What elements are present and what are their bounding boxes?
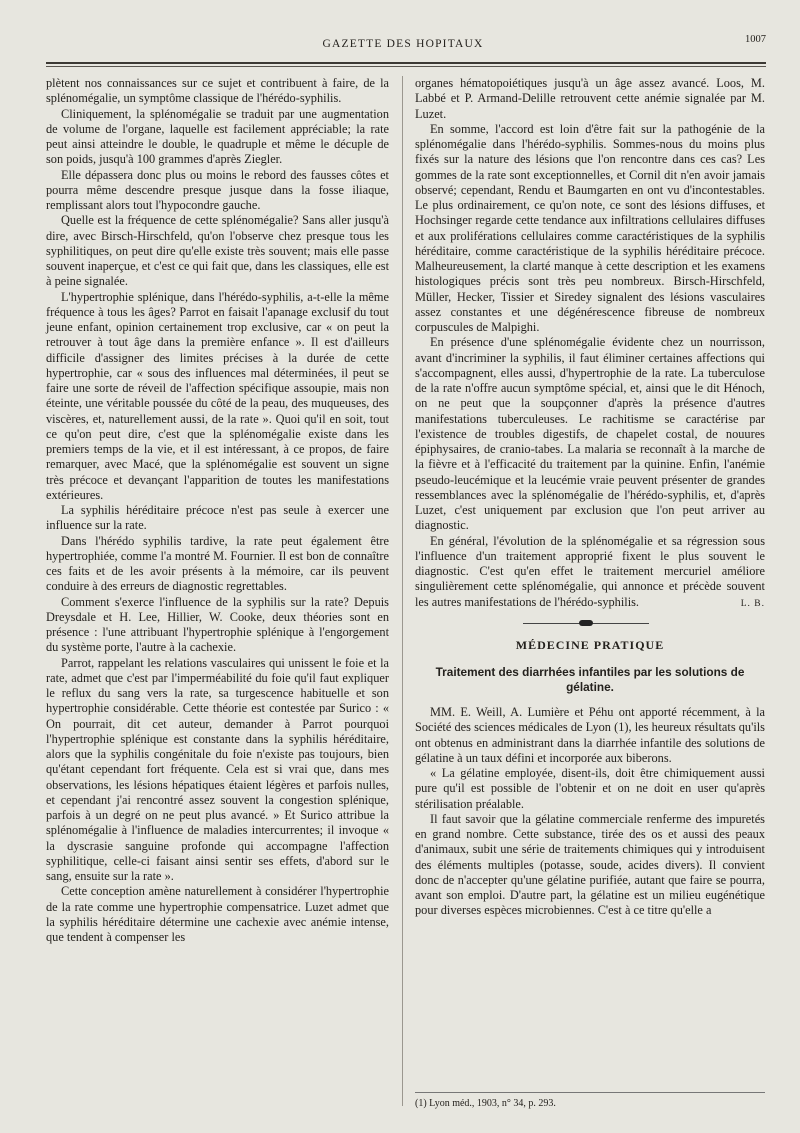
page-number: 1007 (745, 34, 766, 45)
paragraph: Elle dépassera donc plus ou moins le rebord des fausses côtes et pourra même descendre presque jusque dans la fosse iliaque, remplissant alors tout l'hypocondre gauche. (46, 167, 389, 212)
footnote-rule (415, 1092, 765, 1093)
paragraph: Parrot, rappelant les relations vasculaires qui unissent le foie et la rate, admet que c'est par l'imperméabilité du foie qu'il faut expliquer le reflux du sang vers la rate, sa turgescence habituelle et son hypertrophie considérable. Cette théorie est contestée par Surico : « On pourrait, dit cet auteur, demander à Parrot pourquoi l'hypertrophie splénique est constante dans la syphilis héréditaire, alors que la syphilis congénitale du foie n'existe pas toujours, bien qu'étant cependant fort fréquente. Cela est si vrai que, dans mes observations, les lésions hépatiques étaient légères et parfois nulles, et cependant j'ai rencontré assez souvent la congestion splénique, parfois à un degré on ne peut plus avancé. » Et Surico attribue la splénomégalie à l'influence de maladies intercurrentes; il invoque « la dyscrasie sanguine profonde qui accompagne l'affection syphilitique, celle-ci faisant ainsi sentir ses effets, d'abord sur le sang, ensuite sur la rate ». (46, 655, 389, 883)
running-title: GAZETTE DES HOPITAUX (322, 38, 484, 50)
paragraph: La syphilis héréditaire précoce n'est pas seule à exercer une influence sur la rate. (46, 503, 389, 533)
paragraph: Quelle est la fréquence de cette splénomégalie? Sans aller jusqu'à dire, avec Birsch-Hirschfeld, qu'on l'observe chez presque tous les syphilitiques, on peut dire qu'elle existe très souvent; mais elle passe souvent inaperçue, et c'est ce qui fait que, dans les classiques, elle est à peine signalée. (46, 213, 389, 289)
column-divider (402, 76, 403, 1106)
paragraph (415, 534, 765, 610)
paragraph: L'hypertrophie splénique, dans l'hérédo-syphilis, a-t-elle la même fréquence à tous les âges? Parrot en faisait l'apanage exclusif du tout jeune enfant, opinion certainement trop exclusive, car « on peut la retrouver à tout âge dans la première enfance ». Il est d'ailleurs difficile d'assigner des limites précises à la durée de cette hypertrophie, car « sous des influences mal déterminées, il peut se faire une sorte de réveil de l'affection spécifique assoupie, mais non éteinte, une véritable poussée du côté de la peau, des muqueuses, des viscères, et, naturellement aussi, de la rate ». Quoi qu'il en soit, tout ce qu'on peut dire, c'est que la splénomégalie existe dans les premiers temps de la vie, et il est intéressant, à ce propos, de faire remarquer, avec Macé, que la splénomégalie est souvent un signe très précoce et devançant l'apparition de toutes les manifestations extérieures. (46, 289, 389, 502)
paragraph: En présence d'une splénomégalie évidente chez un nourrisson, avant d'incriminer la syphilis, il faut éliminer certaines affections qui s'accompagnent, elles aussi, d'hypertrophie de la rate. La tuberculose de la rate n'offre aucun symptôme spécial, et, ainsi que le dit Hénoch, on ne peut que la soupçonner d'après la présence d'autres manifestations tuberculeuses. Le rachitisme se caractérise par l'existence de troubles digestifs, de chapelet costal, de nouures épiphysaires, de cranio-tabes. La malaria se reconnaît à la marche de la fièvre et à l'efficacité du traitement par la quinine. Enfin, l'anémie pseudo-leucémique et la leucémie vraie peuvent présenter de grandes ressemblances avec la splénomégalie de l'hérédo-syphilis, et, d'après Luzet, c'est uniquement par exclusion que l'on peut arriver au diagnostic. (415, 335, 765, 533)
article-title: Traitement des diarrhées infantiles par les solutions de gélatine. (435, 665, 745, 694)
section-ornament (415, 620, 765, 626)
left-column (46, 76, 389, 945)
paragraph: Comment s'exerce l'influence de la syphilis sur la rate? Depuis Dreysdale et H. Lee, Hillier, W. Cooke, deux théories sont en présence : l'une attribuant l'hypertrophie splénique à l'engorgement du système porte, l'autre à la cachexie. (46, 594, 389, 655)
right-column (415, 76, 765, 919)
author-signature: L. B. (740, 598, 765, 609)
paragraph: Cette conception amène naturellement à considérer l'hypertrophie de la rate comme une hypertrophie compensatrice. Luzet admet que la syphilis héréditaire détermine une cachexie avec anémie intense, que tendent à compenser les (46, 884, 389, 944)
paragraph-text: En général, l'évolution de la splénomégalie et sa régression sous l'influence d'un traitement approprié fixent le plus souvent le diagnostic. C'est qu'en effet le traitement mercuriel améliore singulièrement cette splénomégalie, qui annonce et précède souvent les autres manifestations de l'hérédo-syphilis. (415, 533, 765, 609)
ornament-dot (579, 620, 593, 626)
paragraph: Cliniquement, la splénomégalie se traduit par une augmentation de volume de l'organe, laquelle est facilement appréciable; la rate peut ainsi atteindre le double, le quadruple et même le décuple de son poids, jusqu'à 100 grammes d'après Ziegler. (46, 106, 389, 167)
paragraph: organes hématopoiétiques jusqu'à un âge assez avancé. Loos, M. Labbé et P. Armand-Delille retrouvent cette anémie signalée par M. Luzet. (415, 76, 765, 121)
paragraph: En somme, l'accord est loin d'être fait sur la pathogénie de la splénomégalie dans l'hérédo-syphilis. Sommes-nous du moins plus fixés sur la nature des lésions que l'on rencontre dans ces cas? Les gommes de la rate sont exceptionnelles, et Cornil dit n'en avoir jamais observé; cependant, Rendu et Baumgarten en ont vu d'incontestables. Le plus ordinairement, ce qu'on note, ce sont des lésions diffuses, et Hochsinger regarde cette tendance aux infiltrations cellulaires diffuses et aux proliférations cellulaires comme caractéristiques de la syphilis héréditaire, comme caractéristique de la syphilis héréditaire précoce. Malheureusement, la clarté manque à cette description et les examens histologiques précis sont très peu nombreux. Birsch-Hirschfeld, Müller, Hecker, Tissier et Siredey signalent des lésions vasculaires assez constantes et une dégénérescence fibreuse de nombreux corpuscules de Malpighi. (415, 121, 765, 334)
page-header (40, 34, 766, 56)
header-rule-thin (46, 66, 766, 67)
section-title: MÉDECINE PRATIQUE (515, 637, 665, 652)
paragraph: Dans l'hérédo syphilis tardive, la rate peut également être hypertrophiée, comme l'a montré M. Fournier. Il est bon de connaître ces faits et de les avoir présents à la mémoire, car ils peuvent conduire à des erreurs de diagnostic regrettables. (46, 533, 389, 594)
paragraph: « La gélatine employée, disent-ils, doit être chimiquement aussi pure qu'il est possible de l'obtenir et on ne doit en user qu'après stérilisation préalable. (415, 766, 765, 811)
footnote: (1) Lyon méd., 1903, n° 34, p. 293. (415, 1098, 556, 1109)
paragraph: Il faut savoir que la gélatine commerciale renferme des impuretés en grand nombre. Cette substance, tirée des os et aussi des peaux d'animaux, subit une série de traitements chimiques qui y introduisent des éléments multiples (potasse, soude, acides divers). Il convient donc de n'accepter qu'une gélatine purifiée, autant que faire se pourra, avant son emploi. D'autre part, la gélatine est un milieu eugénétique pour diverses espèces microbiennes. C'est à ce titre qu'elle a (415, 811, 765, 918)
header-rule (46, 62, 766, 64)
paragraph: plètent nos connaissances sur ce sujet et contribuent à faire, de la splénomégalie, un symptôme classique de l'hérédo-syphilis. (46, 76, 389, 106)
paragraph: MM. E. Weill, A. Lumière et Péhu ont apporté récemment, à la Société des sciences médicales de Lyon (1), les heureux résultats qu'ils ont obtenus en administrant dans la diarrhée infantile des solutions de gélatine à un taux défini et incorporée aux biberons. (415, 705, 765, 765)
